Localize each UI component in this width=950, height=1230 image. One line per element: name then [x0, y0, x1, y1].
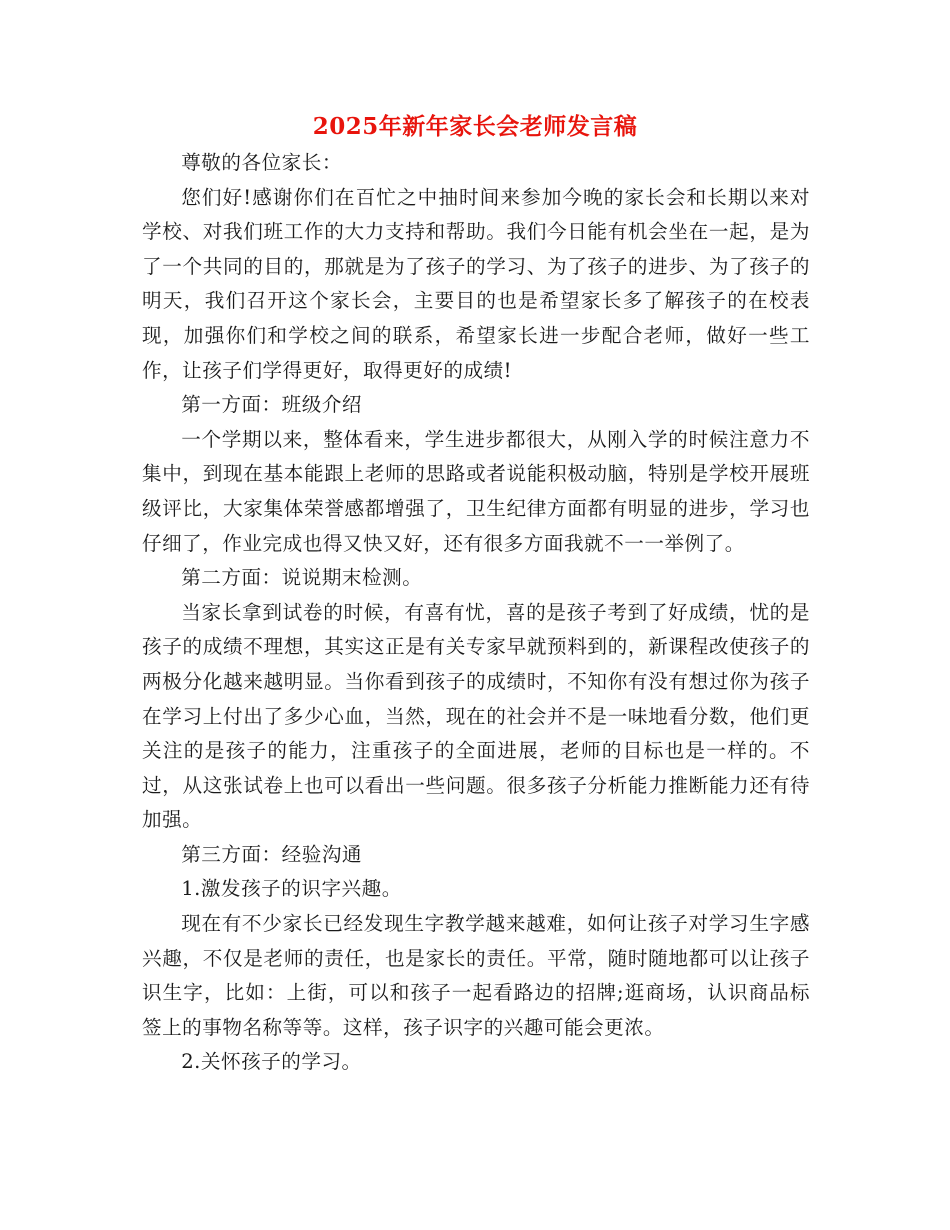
paragraph-exam: 当家长拿到试卷的时候，有喜有忧，喜的是孩子考到了好成绩，忧的是孩子的成绩不理想，其实这正是有关专家早就预料到的，新课程改使孩子的两极分化越来越明显。当你看到孩子的成绩时，不知你有没有想过你为孩子在学习上付出了多少心血，当然，现在的社会并不是一味地看分数，他们更关注的是孩子的能力，注重孩子的全面进展，老师的目标也是一样的。不过，从这张试卷上也可以看出一些问题。很多孩子分析能力推断能力还有待加强。 [142, 600, 810, 832]
paragraph-intro: 您们好!感谢你们在百忙之中抽时间来参加今晚的家长会和长期以来对学校、对我们班工作的大力支持和帮助。我们今日能有机会坐在一起，是为了一个共同的目的，那就是为了孩子的学习、为了孩子的进步、为了孩子的明天，我们召开这个家长会，主要目的也是希望家长多了解孩子的在校表现，加强你们和学校之间的联系，希望家长进一步配合老师，做好一些工作，让孩子们学得更好，取得更好的成绩! [142, 185, 810, 382]
document-title: 2025年新年家长会老师发言稿 [312, 113, 638, 140]
section-heading-3: 第三方面：经验沟通 [181, 842, 363, 866]
subheading-2: 2.关怀孩子的学习。 [181, 1050, 362, 1074]
subheading-1: 1.激发孩子的识字兴趣。 [181, 877, 402, 901]
document-body [142, 146, 810, 1080]
paragraph-class-intro: 一个学期以来，整体看来，学生进步都很大，从刚入学的时候注意力不集中，到现在基本能跟上老师的思路或者说能积极动脑，特别是学校开展班级评比，大家集体荣誉感都增强了，卫生纪律方面都有明显的进步，学习也仔细了，作业完成也得又快又好，还有很多方面我就不一一举例了。 [142, 427, 810, 555]
paragraph-literacy: 现在有不少家长已经发现生字教学越来越难，如何让孩子对学习生字感兴趣，不仅是老师的责任，也是家长的责任。平常，随时随地都可以让孩子识生字，比如：上街，可以和孩子一起看路边的招牌;逛商场，认识商品标签上的事物名称等等。这样，孩子识字的兴趣可能会更浓。 [142, 912, 810, 1039]
section-heading-1: 第一方面：班级介绍 [181, 393, 363, 417]
greeting: 尊敬的各位家长： [181, 151, 342, 174]
section-heading-2: 第二方面：说说期末检测。 [181, 566, 423, 590]
